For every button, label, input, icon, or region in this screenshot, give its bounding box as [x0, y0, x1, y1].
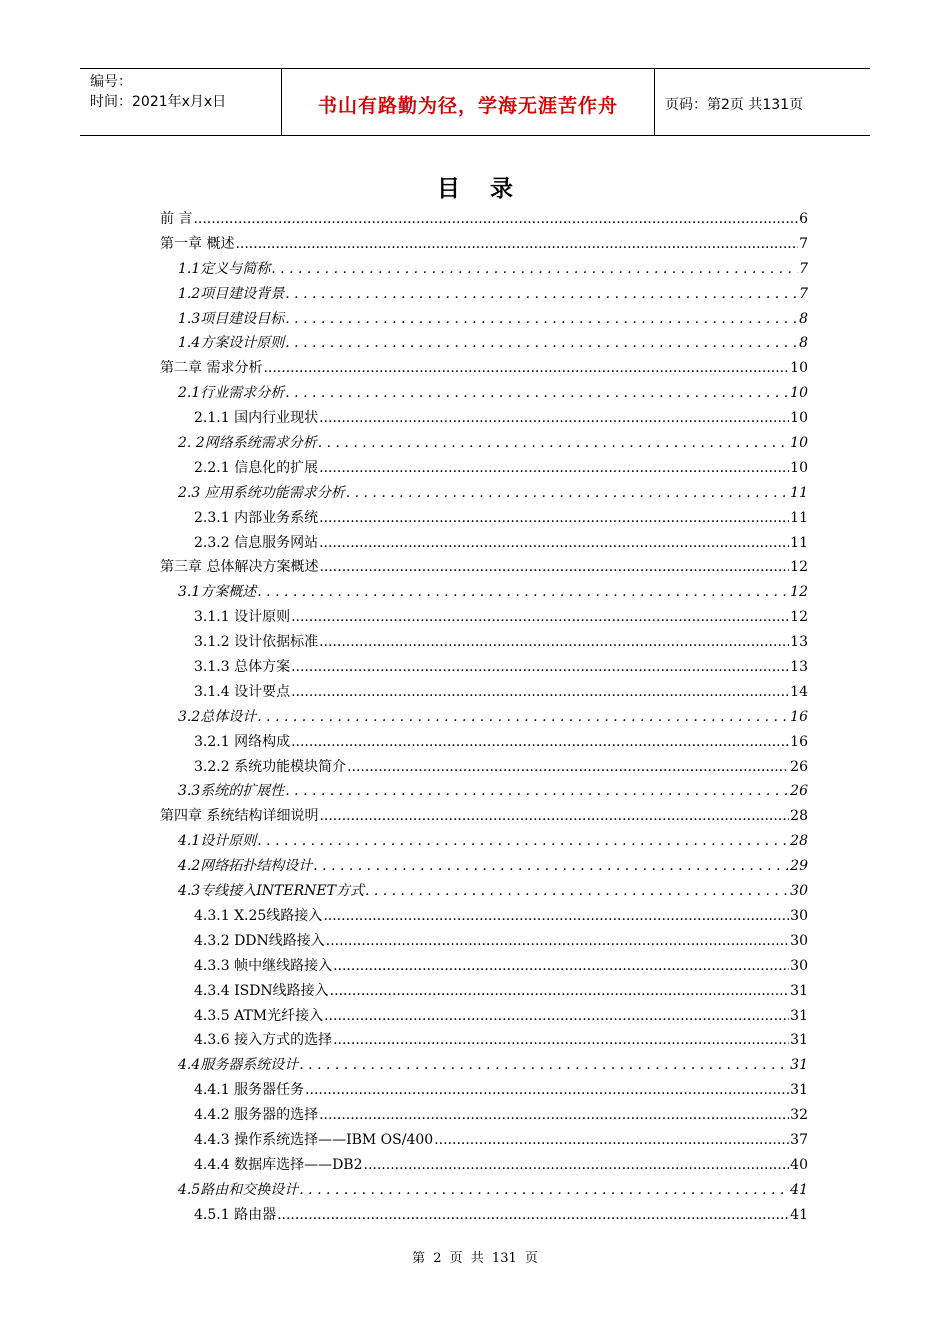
toc-leader-dots	[324, 1008, 789, 1024]
toc-entry[interactable]	[160, 233, 808, 258]
toc-entry-page: 30	[790, 907, 808, 924]
toc-leader-dots	[330, 983, 790, 999]
toc-entry-title: 4.3.1 X.25线路接入	[194, 907, 323, 924]
toc-entry-page: 16	[790, 733, 808, 750]
toc-entry-page: 26	[790, 758, 808, 775]
toc-entry-title: 第一章 概述	[160, 235, 235, 252]
toc-entry-page: 7	[799, 260, 808, 277]
toc-leader-dots	[257, 709, 789, 725]
toc-entry[interactable]	[160, 1029, 808, 1054]
toc-entry-page: 29	[790, 858, 808, 875]
toc-leader-dots	[291, 609, 789, 625]
document-date: 时间：2021年x月x日	[90, 94, 227, 110]
toc-entry-page: 7	[799, 235, 808, 252]
toc-entry[interactable]	[160, 1154, 808, 1179]
toc-entry-title: 2.3.2 信息服务网站	[194, 534, 319, 551]
header-motto: 书山有路勤为径，学海无涯苦作舟	[281, 69, 655, 135]
toc-entry-page: 12	[790, 559, 808, 576]
toc-entry[interactable]	[160, 955, 808, 980]
toc-leader-dots	[318, 435, 789, 451]
toc-entry[interactable]	[160, 556, 808, 581]
toc-entry-title: 4.3专线接入INTERNET方式	[178, 883, 364, 900]
toc-entry-title: 4.5.1 路由器	[194, 1206, 277, 1223]
toc-leader-dots	[257, 584, 789, 600]
toc-entry-page: 41	[790, 1181, 808, 1198]
toc-entry-page: 8	[799, 335, 808, 352]
toc-leader-dots	[277, 1207, 789, 1223]
toc-leader-dots	[285, 385, 789, 401]
toc-leader-dots	[319, 1107, 789, 1123]
toc-entry[interactable]	[160, 1079, 808, 1104]
toc-title: 目录	[437, 176, 543, 202]
toc-leader-dots	[319, 510, 789, 526]
toc-entry-page: 30	[790, 883, 808, 900]
toc-entry[interactable]	[160, 681, 808, 706]
toc-entry[interactable]	[160, 980, 808, 1005]
toc-entry[interactable]	[160, 432, 808, 457]
toc-entry[interactable]	[160, 656, 808, 681]
toc-leader-dots	[326, 933, 789, 949]
toc-entry-page: 6	[799, 211, 808, 227]
toc-leader-dots	[365, 883, 789, 899]
toc-entry-title: 2.2.1 信息化的扩展	[194, 459, 319, 476]
toc-entry-title: 4.1设计原则	[178, 833, 257, 850]
toc-entry-page: 41	[790, 1206, 808, 1223]
toc-entry-title: 前 言	[160, 211, 193, 227]
toc-leader-dots	[319, 410, 789, 426]
toc-entry-page: 10	[790, 410, 808, 427]
toc-entry[interactable]	[160, 805, 808, 830]
toc-entry[interactable]	[160, 780, 808, 805]
toc-entry-title: 2. 2网络系统需求分析	[178, 435, 317, 452]
toc-leader-dots	[319, 559, 789, 575]
toc-entry[interactable]	[160, 382, 808, 407]
toc-entry-title: 第四章 系统结构详细说明	[160, 808, 319, 825]
toc-entry[interactable]	[160, 855, 808, 880]
toc-entry-page: 11	[790, 484, 808, 501]
toc-entry-page: 32	[790, 1107, 808, 1124]
toc-entry-page: 28	[790, 833, 808, 850]
toc-entry[interactable]	[160, 407, 808, 432]
toc-leader-dots	[285, 311, 798, 327]
toc-leader-dots	[291, 659, 789, 675]
toc-entry-title: 第三章 总体解决方案概述	[160, 559, 319, 576]
toc-entry-title: 3.1.4 设计要点	[194, 683, 291, 700]
toc-entry[interactable]	[160, 905, 808, 930]
toc-leader-dots	[323, 908, 789, 924]
toc-entry-title: 2.1行业需求分析	[178, 385, 285, 402]
toc-entry-page: 13	[790, 634, 808, 651]
toc-entry-title: 3.1.1 设计原则	[194, 609, 291, 626]
toc-entry[interactable]	[160, 332, 808, 357]
toc-leader-dots	[319, 460, 789, 476]
toc-entry[interactable]	[160, 1005, 808, 1030]
toc-leader-dots	[347, 759, 789, 775]
toc-entry[interactable]	[160, 731, 808, 756]
toc-leader-dots	[291, 734, 789, 750]
toc-entry-page: 10	[790, 435, 808, 452]
toc-entry-page: 31	[790, 1057, 808, 1074]
toc-entry[interactable]	[160, 930, 808, 955]
toc-entry-title: 3.2.2 系统功能模块简介	[194, 758, 347, 775]
toc-leader-dots	[319, 808, 789, 824]
page-header	[80, 68, 870, 136]
toc-leader-dots	[305, 1082, 789, 1098]
toc-entry-title: 2.3.1 内部业务系统	[194, 509, 319, 526]
toc-entry[interactable]	[160, 606, 808, 631]
toc-entry-title: 4.3.6 接入方式的选择	[194, 1032, 333, 1049]
toc-entry-title: 4.3.3 帧中继线路接入	[194, 957, 333, 974]
toc-entry-page: 31	[790, 1007, 808, 1024]
document-number: 编号：	[90, 74, 132, 90]
header-page-info: 页码：第2页 共131页	[665, 97, 804, 113]
toc-entry[interactable]	[160, 830, 808, 855]
toc-leader-dots	[333, 958, 789, 974]
toc-leader-dots	[319, 535, 789, 551]
toc-entry-page: 13	[790, 659, 808, 676]
toc-leader-dots	[313, 858, 789, 874]
toc-entry[interactable]	[160, 756, 808, 781]
toc-entry-page: 10	[790, 385, 808, 402]
toc-entry[interactable]	[160, 631, 808, 656]
toc-entry[interactable]	[160, 1179, 808, 1204]
toc-entry-title: 1.2项目建设背景	[178, 285, 285, 302]
toc-leader-dots	[434, 1132, 789, 1148]
toc-leader-dots	[291, 684, 789, 700]
toc-leader-dots	[263, 360, 789, 376]
toc-leader-dots	[346, 485, 789, 501]
toc-entry-page: 10	[790, 459, 808, 476]
toc-entry-title: 3.2总体设计	[178, 708, 257, 725]
toc-leader-dots	[364, 1157, 790, 1173]
toc-entry[interactable]	[160, 357, 808, 382]
toc-entry-page: 40	[790, 1156, 808, 1173]
toc-entry-page: 28	[790, 808, 808, 825]
toc-entry-title: 第二章 需求分析	[160, 360, 263, 377]
toc-entry-page: 7	[799, 285, 808, 302]
toc-entry-page: 12	[790, 584, 808, 601]
toc-entry-title: 4.4.1 服务器任务	[194, 1082, 305, 1099]
toc-entry-page: 31	[790, 982, 808, 999]
header-left-cell	[80, 69, 281, 135]
toc-entry-title: 2.1.1 国内行业现状	[194, 410, 319, 427]
toc-entry[interactable]	[160, 1104, 808, 1129]
toc-leader-dots	[285, 335, 798, 351]
toc-entry-title: 4.3.5 ATM光纤接入	[194, 1007, 324, 1024]
toc-leader-dots	[285, 783, 789, 799]
toc-entry-page: 30	[790, 957, 808, 974]
toc-entry-page: 26	[790, 783, 808, 800]
toc-leader-dots	[235, 236, 798, 252]
toc-entry-title: 3.1.3 总体方案	[194, 659, 291, 676]
toc-entry-title: 4.3.4 ISDN线路接入	[194, 982, 329, 999]
toc-entry-title: 4.4服务器系统设计	[178, 1057, 299, 1074]
toc-entry[interactable]	[160, 208, 808, 233]
toc-entry-title: 2.3 应用系统功能需求分析	[178, 484, 345, 501]
toc-entry[interactable]	[160, 532, 808, 557]
toc-entry-title: 4.5路由和交换设计	[178, 1181, 299, 1198]
toc-entry-title: 3.2.1 网络构成	[194, 733, 291, 750]
toc-entry[interactable]	[160, 1204, 808, 1229]
toc-entry-title: 1.1定义与简称	[178, 260, 271, 277]
toc-entry-page: 11	[790, 534, 808, 551]
toc-entry-title: 4.4.2 服务器的选择	[194, 1107, 319, 1124]
toc-entry-page: 31	[790, 1032, 808, 1049]
toc-entry[interactable]	[160, 880, 808, 905]
toc-entry[interactable]	[160, 283, 808, 308]
toc-entry-title: 4.2网络拓扑结构设计	[178, 858, 313, 875]
page-footer: 第 2 页 共 131 页	[412, 1251, 538, 1266]
toc-entry[interactable]	[160, 507, 808, 532]
toc-entry-title: 4.4.3 操作系统选择——IBM OS/400	[194, 1131, 434, 1148]
toc-entry[interactable]	[160, 1129, 808, 1154]
toc-entry[interactable]	[160, 308, 808, 333]
toc-leader-dots	[333, 1032, 789, 1048]
toc-entry-page: 37	[790, 1131, 808, 1148]
toc-entry-title: 4.4.4 数据库选择——DB2	[194, 1156, 363, 1173]
toc-entry[interactable]	[160, 706, 808, 731]
toc-leader-dots	[285, 286, 798, 302]
toc-entry[interactable]	[160, 457, 808, 482]
toc-entry-page: 11	[790, 509, 808, 526]
toc-entry-page: 12	[790, 609, 808, 626]
toc-leader-dots	[299, 1182, 789, 1198]
toc-entry-page: 8	[799, 310, 808, 327]
toc-entry[interactable]	[160, 482, 808, 507]
toc-entry[interactable]	[160, 581, 808, 606]
toc-entry-title: 4.3.2 DDN线路接入	[194, 932, 325, 949]
toc-entry-page: 31	[790, 1082, 808, 1099]
toc-entry-page: 16	[790, 708, 808, 725]
toc-leader-dots	[271, 261, 798, 277]
toc-entry-title: 3.1方案概述	[178, 584, 257, 601]
toc-entry-title: 3.3系统的扩展性	[178, 783, 285, 800]
toc-leader-dots	[319, 634, 789, 650]
toc-leader-dots	[193, 211, 798, 227]
toc-entry-title: 3.1.2 设计依据标准	[194, 634, 319, 651]
toc-entry-page: 14	[790, 683, 808, 700]
toc-leader-dots	[257, 833, 789, 849]
toc-entry-page: 10	[790, 360, 808, 377]
toc-leader-dots	[299, 1057, 789, 1073]
toc-entry[interactable]	[160, 258, 808, 283]
toc-entry-title: 1.3项目建设目标	[178, 310, 285, 327]
toc-entry[interactable]	[160, 1054, 808, 1079]
toc-entry-title: 1.4方案设计原则	[178, 335, 285, 352]
table-of-contents	[160, 208, 808, 1229]
toc-entry-page: 30	[790, 932, 808, 949]
